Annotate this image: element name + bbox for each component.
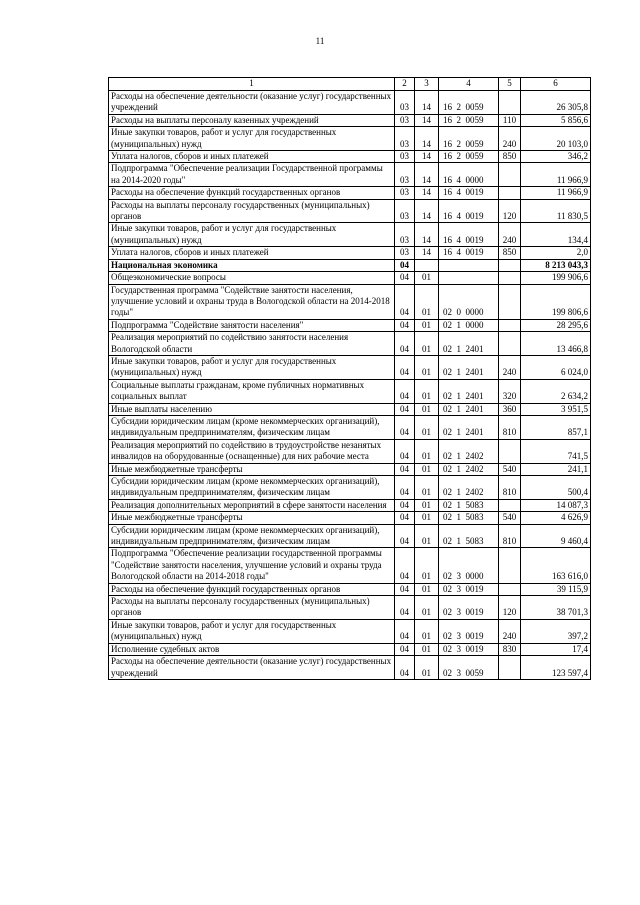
column-header: 1 <box>109 78 395 91</box>
cell-target-code: 02 1 5083 <box>439 524 499 548</box>
table-row <box>109 643 591 655</box>
cell-description: Иные закупки товаров, работ и услуг для государственных (муниципальных) нужд <box>109 223 395 247</box>
cell-description: Иные закупки товаров, работ и услуг для государственных (муниципальных) нужд <box>109 355 395 379</box>
table-row <box>109 499 591 511</box>
cell-amount: 11 966,9 <box>521 187 591 199</box>
cell-subsection: 14 <box>415 91 439 115</box>
cell-amount: 17,4 <box>521 643 591 655</box>
cell-section: 04 <box>395 355 415 379</box>
cell-subsection: 01 <box>415 512 439 524</box>
cell-section: 04 <box>395 476 415 500</box>
cell-description: Расходы на обеспечение функций государственных органов <box>109 187 395 199</box>
cell-expense-type <box>499 656 521 680</box>
table-row <box>109 284 591 319</box>
cell-amount: 241,1 <box>521 463 591 475</box>
cell-amount: 397,2 <box>521 619 591 643</box>
cell-subsection: 01 <box>415 403 439 415</box>
cell-expense-type <box>499 548 521 583</box>
cell-section: 03 <box>395 151 415 163</box>
table-row <box>109 272 591 284</box>
cell-expense-type <box>499 91 521 115</box>
table-row <box>109 151 591 163</box>
cell-amount: 2 634,2 <box>521 379 591 403</box>
cell-amount: 134,4 <box>521 223 591 247</box>
cell-subsection: 01 <box>415 463 439 475</box>
cell-target-code: 16 4 0019 <box>439 223 499 247</box>
cell-section: 04 <box>395 332 415 356</box>
cell-target-code: 16 2 0059 <box>439 114 499 126</box>
cell-amount: 13 466,8 <box>521 332 591 356</box>
cell-expense-type: 240 <box>499 355 521 379</box>
cell-amount: 11 966,9 <box>521 163 591 187</box>
cell-amount: 857,1 <box>521 415 591 439</box>
cell-target-code: 02 3 0019 <box>439 643 499 655</box>
cell-amount: 123 597,4 <box>521 656 591 680</box>
cell-subsection: 01 <box>415 355 439 379</box>
cell-subsection: 14 <box>415 127 439 151</box>
cell-subsection: 01 <box>415 319 439 331</box>
cell-expense-type <box>499 187 521 199</box>
table-row <box>109 259 591 271</box>
cell-expense-type: 810 <box>499 476 521 500</box>
cell-subsection: 01 <box>415 596 439 620</box>
cell-section: 03 <box>395 223 415 247</box>
cell-amount: 199 906,6 <box>521 272 591 284</box>
cell-amount: 8 213 043,3 <box>521 259 591 271</box>
cell-target-code: 02 1 2401 <box>439 403 499 415</box>
cell-target-code: 02 3 0019 <box>439 619 499 643</box>
cell-target-code: 02 1 2401 <box>439 332 499 356</box>
cell-description: Уплата налогов, сборов и иных платежей <box>109 247 395 259</box>
cell-subsection: 01 <box>415 643 439 655</box>
cell-target-code: 16 4 0019 <box>439 187 499 199</box>
cell-expense-type <box>499 284 521 319</box>
cell-description: Подпрограмма "Обеспечение реализации государственной программы "Содействие занятости населения, улучшение условий и охраны труда Вологодской области на 2014-2018 годы" <box>109 548 395 583</box>
cell-description: Иные выплаты населению <box>109 403 395 415</box>
column-header: 3 <box>415 78 439 91</box>
table-row <box>109 548 591 583</box>
cell-target-code: 02 1 2402 <box>439 476 499 500</box>
cell-expense-type: 850 <box>499 151 521 163</box>
cell-section: 04 <box>395 259 415 271</box>
cell-description: Расходы на обеспечение деятельности (оказание услуг) государственных учреждений <box>109 91 395 115</box>
cell-expense-type: 540 <box>499 463 521 475</box>
table-row <box>109 187 591 199</box>
cell-section: 03 <box>395 163 415 187</box>
cell-amount: 6 024,0 <box>521 355 591 379</box>
cell-target-code: 16 2 0059 <box>439 151 499 163</box>
cell-amount: 5 856,6 <box>521 114 591 126</box>
cell-target-code <box>439 272 499 284</box>
page-number: 11 <box>315 36 325 46</box>
cell-description: Реализация мероприятий по содействию в трудоустройстве незанятых инвалидов на оборудованные (оснащенные) для них рабочие места <box>109 439 395 463</box>
cell-target-code: 02 1 2402 <box>439 439 499 463</box>
table-row <box>109 524 591 548</box>
cell-section: 03 <box>395 127 415 151</box>
cell-description: Исполнение судебных актов <box>109 643 395 655</box>
cell-target-code: 16 4 0019 <box>439 199 499 223</box>
cell-target-code: 02 1 5083 <box>439 512 499 524</box>
cell-expense-type <box>499 332 521 356</box>
cell-description: Субсидии юридическим лицам (кроме некоммерческих организаций), индивидуальным предпринимателям, физическим лицам <box>109 476 395 500</box>
cell-amount: 9 460,4 <box>521 524 591 548</box>
cell-expense-type <box>499 259 521 271</box>
table-row <box>109 403 591 415</box>
cell-amount: 11 830,5 <box>521 199 591 223</box>
cell-target-code: 02 3 0059 <box>439 656 499 680</box>
cell-description: Иные межбюджетные трансферты <box>109 512 395 524</box>
cell-subsection: 01 <box>415 499 439 511</box>
column-header: 5 <box>499 78 521 91</box>
cell-description: Реализация дополнительных мероприятий в сфере занятости населения <box>109 499 395 511</box>
cell-target-code: 02 0 0000 <box>439 284 499 319</box>
cell-expense-type: 810 <box>499 524 521 548</box>
cell-amount: 199 806,6 <box>521 284 591 319</box>
cell-subsection: 01 <box>415 476 439 500</box>
cell-section: 04 <box>395 656 415 680</box>
cell-section: 04 <box>395 403 415 415</box>
cell-target-code: 16 4 0019 <box>439 247 499 259</box>
cell-section: 04 <box>395 284 415 319</box>
cell-section: 03 <box>395 187 415 199</box>
table-row <box>109 223 591 247</box>
cell-section: 04 <box>395 643 415 655</box>
cell-target-code <box>439 259 499 271</box>
cell-amount: 2,0 <box>521 247 591 259</box>
column-header: 2 <box>395 78 415 91</box>
cell-description: Расходы на обеспечение функций государственных органов <box>109 583 395 595</box>
cell-target-code: 16 2 0059 <box>439 91 499 115</box>
cell-subsection: 01 <box>415 583 439 595</box>
cell-description: Реализация мероприятий по содействию занятости населения Вологодской области <box>109 332 395 356</box>
cell-target-code: 02 1 5083 <box>439 499 499 511</box>
cell-description: Социальные выплаты гражданам, кроме публичных нормативных социальных выплат <box>109 379 395 403</box>
table-row <box>109 415 591 439</box>
table-row <box>109 127 591 151</box>
cell-target-code: 16 4 0000 <box>439 163 499 187</box>
cell-description: Расходы на выплаты персоналу государственных (муниципальных) органов <box>109 596 395 620</box>
cell-expense-type: 360 <box>499 403 521 415</box>
cell-expense-type: 110 <box>499 114 521 126</box>
cell-expense-type: 830 <box>499 643 521 655</box>
cell-subsection: 01 <box>415 415 439 439</box>
cell-description: Расходы на выплаты персоналу казенных учреждений <box>109 114 395 126</box>
table-row <box>109 319 591 331</box>
cell-target-code: 02 1 2402 <box>439 463 499 475</box>
table-row <box>109 596 591 620</box>
cell-description: Подпрограмма "Обеспечение реализации Государственной программы на 2014-2020 годы" <box>109 163 395 187</box>
table-row <box>109 199 591 223</box>
cell-subsection <box>415 259 439 271</box>
cell-subsection: 01 <box>415 524 439 548</box>
cell-description: Уплата налогов, сборов и иных платежей <box>109 151 395 163</box>
table-row <box>109 247 591 259</box>
cell-subsection: 01 <box>415 284 439 319</box>
cell-section: 04 <box>395 512 415 524</box>
cell-target-code: 02 3 0019 <box>439 596 499 620</box>
cell-target-code: 02 1 2401 <box>439 379 499 403</box>
table-row <box>109 355 591 379</box>
cell-target-code: 02 3 0000 <box>439 548 499 583</box>
cell-amount: 500,4 <box>521 476 591 500</box>
cell-description: Подпрограмма "Содействие занятости населения" <box>109 319 395 331</box>
table-row <box>109 512 591 524</box>
cell-description: Расходы на выплаты персоналу государственных (муниципальных) органов <box>109 199 395 223</box>
cell-target-code: 02 3 0019 <box>439 583 499 595</box>
cell-expense-type: 240 <box>499 619 521 643</box>
cell-expense-type: 850 <box>499 247 521 259</box>
cell-subsection: 14 <box>415 114 439 126</box>
table-row <box>109 91 591 115</box>
budget-table <box>108 77 591 680</box>
cell-amount: 14 087,3 <box>521 499 591 511</box>
cell-section: 04 <box>395 415 415 439</box>
cell-section: 04 <box>395 379 415 403</box>
cell-expense-type: 540 <box>499 512 521 524</box>
cell-section: 03 <box>395 247 415 259</box>
cell-expense-type: 240 <box>499 127 521 151</box>
cell-description: Общеэкономические вопросы <box>109 272 395 284</box>
cell-amount: 741,5 <box>521 439 591 463</box>
cell-section: 04 <box>395 619 415 643</box>
cell-subsection: 14 <box>415 163 439 187</box>
cell-section: 03 <box>395 199 415 223</box>
table-row <box>109 476 591 500</box>
cell-description: Иные закупки товаров, работ и услуг для государственных (муниципальных) нужд <box>109 127 395 151</box>
table-row <box>109 163 591 187</box>
cell-amount: 39 115,9 <box>521 583 591 595</box>
cell-section: 04 <box>395 439 415 463</box>
cell-section: 04 <box>395 463 415 475</box>
table-row <box>109 656 591 680</box>
cell-expense-type <box>499 272 521 284</box>
cell-amount: 20 103,0 <box>521 127 591 151</box>
cell-subsection: 01 <box>415 332 439 356</box>
cell-section: 04 <box>395 272 415 284</box>
cell-expense-type: 120 <box>499 199 521 223</box>
table-body <box>109 91 591 680</box>
table-header-row <box>109 78 591 91</box>
cell-description: Государственная программа "Содействие занятости населения, улучшение условий и охраны труда в Вологодской области на 2014-2018 годы" <box>109 284 395 319</box>
cell-amount: 26 305,8 <box>521 91 591 115</box>
cell-expense-type <box>499 319 521 331</box>
cell-amount: 3 951,5 <box>521 403 591 415</box>
cell-expense-type <box>499 499 521 511</box>
cell-amount: 28 295,6 <box>521 319 591 331</box>
cell-expense-type <box>499 583 521 595</box>
cell-section: 04 <box>395 548 415 583</box>
cell-description: Субсидии юридическим лицам (кроме некоммерческих организаций), индивидуальным предпринимателям, физическим лицам <box>109 415 395 439</box>
cell-section: 03 <box>395 114 415 126</box>
cell-section: 04 <box>395 499 415 511</box>
cell-subsection: 01 <box>415 548 439 583</box>
cell-expense-type: 120 <box>499 596 521 620</box>
table-row <box>109 463 591 475</box>
table-row <box>109 114 591 126</box>
cell-description: Субсидии юридическим лицам (кроме некоммерческих организаций), индивидуальным предпринимателям, физическим лицам <box>109 524 395 548</box>
cell-target-code: 02 1 2401 <box>439 355 499 379</box>
table-row <box>109 583 591 595</box>
cell-subsection: 14 <box>415 199 439 223</box>
cell-subsection: 14 <box>415 223 439 247</box>
column-header: 4 <box>439 78 499 91</box>
table-row <box>109 619 591 643</box>
cell-section: 04 <box>395 583 415 595</box>
cell-subsection: 14 <box>415 247 439 259</box>
cell-expense-type: 810 <box>499 415 521 439</box>
table-row <box>109 379 591 403</box>
cell-section: 03 <box>395 91 415 115</box>
cell-description: Иные межбюджетные трансферты <box>109 463 395 475</box>
cell-expense-type <box>499 439 521 463</box>
cell-target-code: 02 1 0000 <box>439 319 499 331</box>
cell-description: Расходы на обеспечение деятельности (оказание услуг) государственных учреждений <box>109 656 395 680</box>
cell-subsection: 01 <box>415 379 439 403</box>
cell-subsection: 14 <box>415 187 439 199</box>
cell-target-code: 02 1 2401 <box>439 415 499 439</box>
table-row <box>109 439 591 463</box>
cell-description: Иные закупки товаров, работ и услуг для государственных (муниципальных) нужд <box>109 619 395 643</box>
cell-amount: 4 626,9 <box>521 512 591 524</box>
cell-expense-type: 320 <box>499 379 521 403</box>
cell-subsection: 01 <box>415 272 439 284</box>
cell-expense-type <box>499 163 521 187</box>
table-row <box>109 332 591 356</box>
cell-description: Национальная экономика <box>109 259 395 271</box>
cell-amount: 346,2 <box>521 151 591 163</box>
cell-subsection: 01 <box>415 619 439 643</box>
column-header: 6 <box>521 78 591 91</box>
cell-subsection: 01 <box>415 656 439 680</box>
cell-expense-type: 240 <box>499 223 521 247</box>
cell-subsection: 14 <box>415 151 439 163</box>
cell-section: 04 <box>395 524 415 548</box>
cell-subsection: 01 <box>415 439 439 463</box>
cell-section: 04 <box>395 596 415 620</box>
cell-amount: 163 616,0 <box>521 548 591 583</box>
cell-section: 04 <box>395 319 415 331</box>
cell-amount: 38 701,3 <box>521 596 591 620</box>
cell-target-code: 16 2 0059 <box>439 127 499 151</box>
